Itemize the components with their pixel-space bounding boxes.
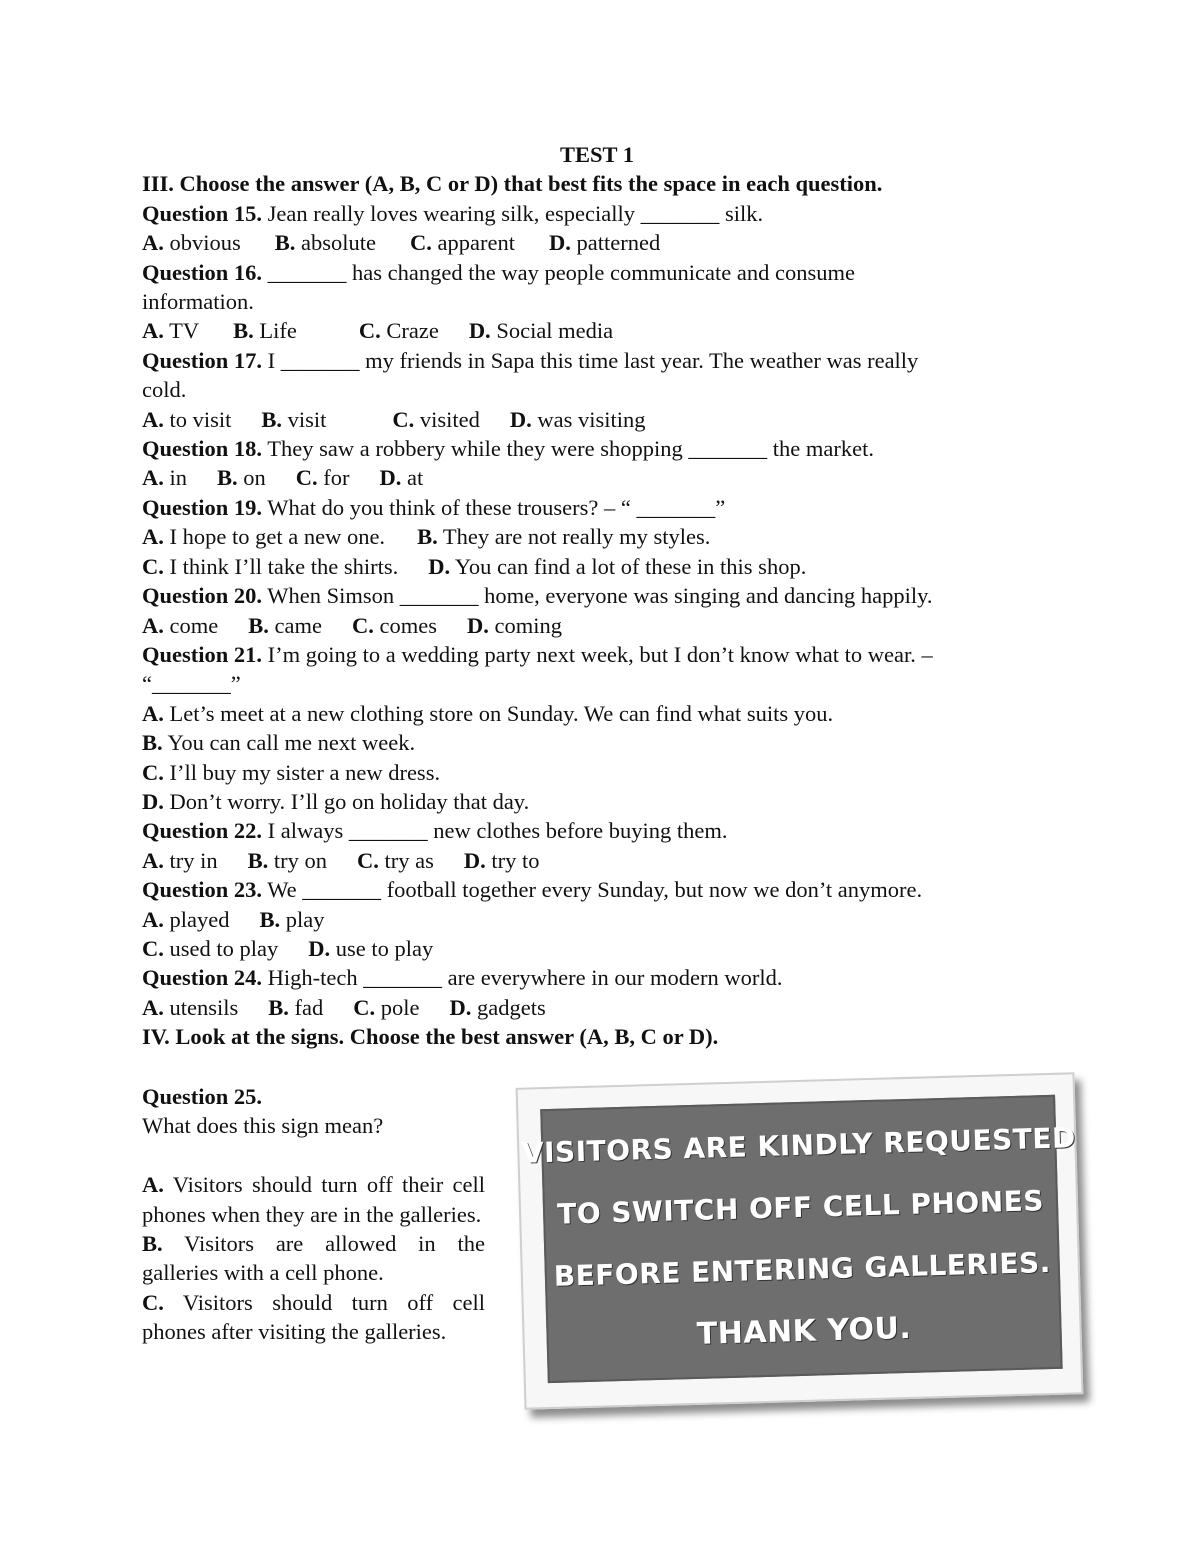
question-text: High-tech _______ are everywhere in our modern world. <box>267 965 783 991</box>
question-text: What do you think of these trousers? – “ _______” <box>267 494 726 520</box>
question-text: I always _______ new clothes before buying them. <box>267 818 728 844</box>
option-a[interactable]: A. in <box>142 465 188 491</box>
question-19 <box>142 493 1042 522</box>
sign-line: TO SWITCH OFF CELL PHONES <box>556 1184 1045 1231</box>
option-d[interactable]: D. coming <box>466 612 562 638</box>
question-23 <box>142 875 1042 904</box>
options-15 <box>142 228 1042 257</box>
question-24 <box>142 963 1042 992</box>
sign-panel <box>521 1095 1077 1383</box>
question-number: Question 23. <box>142 877 263 903</box>
option-b[interactable]: B. visit <box>261 406 327 432</box>
options-18 <box>142 463 1042 492</box>
option-b[interactable]: B. They are not really my styles. <box>417 524 711 550</box>
option-c[interactable]: C. for <box>295 465 350 491</box>
option-d[interactable]: D. at <box>379 465 424 491</box>
question-17-continued: cold. <box>142 377 187 403</box>
question-16-continued: information. <box>142 289 254 315</box>
sign-line: THANK YOU. <box>696 1310 912 1352</box>
options-17 <box>142 405 1042 434</box>
section-4-instruction: Look at the signs. Choose the best answer (A, B, C or D). <box>175 1024 719 1050</box>
question-number: Question 18. <box>142 436 263 462</box>
question-18 <box>142 434 1042 463</box>
sign-image <box>516 1072 1084 1409</box>
options-20 <box>142 611 1042 640</box>
question-number: Question 24. <box>142 965 263 991</box>
question-21-continued: “_______” <box>142 671 241 697</box>
question-number: Question 22. <box>142 818 263 844</box>
options-23-ab <box>142 905 1042 934</box>
question-number: Question 20. <box>142 583 263 609</box>
option-c[interactable]: C. pole <box>353 994 420 1020</box>
option-a[interactable]: A. utensils <box>142 994 239 1020</box>
question-25 <box>142 1082 485 1347</box>
option-a[interactable]: A. TV <box>142 318 200 344</box>
question-text: We _______ football together every Sunday, but now we don’t anymore. <box>267 877 923 903</box>
options-19-cd <box>142 552 1042 581</box>
options-24 <box>142 993 1042 1022</box>
question-number: Question 16. <box>142 259 263 285</box>
option-b[interactable]: B. play <box>259 906 325 932</box>
question-text: Jean really loves wearing silk, especially _______ silk. <box>267 200 764 226</box>
section-3-label: III. <box>142 171 174 197</box>
question-21 <box>142 640 1042 669</box>
option-c[interactable]: C. Craze <box>358 318 439 344</box>
option-a[interactable]: A. Let’s meet at a new clothing store on Sunday. We can find what suits you. <box>142 700 834 726</box>
option-d[interactable]: D. You can find a lot of these in this shop. <box>428 553 807 579</box>
option-a[interactable]: A. obvious <box>142 230 241 256</box>
question-text: They saw a robbery while they were shopping _______ the market. <box>267 436 874 462</box>
option-a[interactable]: A. I hope to get a new one. <box>142 524 386 550</box>
question-20 <box>142 581 1042 610</box>
options-22 <box>142 846 1042 875</box>
question-22 <box>142 816 1042 845</box>
option-a[interactable]: A. played <box>142 906 230 932</box>
option-b[interactable]: B. came <box>248 612 322 638</box>
option-a[interactable]: A. come <box>142 612 219 638</box>
question-16 <box>142 258 1042 287</box>
options-19-ab <box>142 522 1042 551</box>
question-number: Question 21. <box>142 641 263 667</box>
options-23-cd <box>142 934 1042 963</box>
section-3-heading <box>142 169 1042 198</box>
option-c[interactable]: C. apparent <box>410 230 515 256</box>
option-c[interactable]: C. comes <box>351 612 437 638</box>
option-c[interactable]: C. Visitors should turn off cell phones after visiting the galleries. <box>142 1289 486 1345</box>
option-b[interactable]: B. fad <box>268 994 324 1020</box>
option-a[interactable]: A. to visit <box>142 406 232 432</box>
options-16 <box>142 316 1042 345</box>
question-number: Question 19. <box>142 494 263 520</box>
option-c[interactable]: C. visited <box>392 406 480 432</box>
question-number: Question 15. <box>142 200 263 226</box>
option-c[interactable]: C. try as <box>357 847 434 873</box>
option-d[interactable]: D. gadgets <box>449 994 546 1020</box>
question-17 <box>142 346 1042 375</box>
option-c[interactable]: C. I’ll buy my sister a new dress. <box>142 759 441 785</box>
option-c[interactable]: C. I think I’ll take the shirts. <box>142 553 399 579</box>
option-b[interactable]: B. You can call me next week. <box>142 730 416 756</box>
worksheet <box>142 140 1042 1052</box>
section-4-heading <box>142 1022 1042 1051</box>
sign-line: VISITORS ARE KINDLY REQUESTED <box>521 1121 1077 1170</box>
question-text: _______ has changed the way people communicate and consume <box>267 259 855 285</box>
option-b[interactable]: B. on <box>217 465 266 491</box>
question-prompt: What does this sign mean? <box>142 1113 384 1139</box>
question-text: I’m going to a wedding party next week, but I don’t know what to wear. – <box>267 641 933 667</box>
option-d[interactable]: D. was visiting <box>509 406 646 432</box>
option-b[interactable]: B. Visitors are allowed in the galleries with a cell phone. <box>142 1231 486 1286</box>
option-a[interactable]: A. Visitors should turn off their cell phones when they are in the galleries. <box>142 1172 485 1227</box>
section-4-label: IV. <box>142 1024 170 1050</box>
option-b[interactable]: B. try on <box>247 847 328 873</box>
sign-line: BEFORE ENTERING GALLERIES. <box>553 1245 1052 1293</box>
question-15 <box>142 199 1042 228</box>
question-number: Question 17. <box>142 347 263 373</box>
option-d[interactable]: D. Don’t worry. I’ll go on holiday that day. <box>142 788 530 814</box>
question-text: I _______ my friends in Sapa this time last year. The weather was really <box>267 347 919 373</box>
option-c[interactable]: C. used to play <box>142 935 279 961</box>
option-b[interactable]: B. absolute <box>274 230 377 256</box>
question-number: Question 25. <box>142 1084 263 1109</box>
section-3-instruction: Choose the answer (A, B, C or D) that best fits the space in each question. <box>179 171 883 197</box>
option-d[interactable]: D. patterned <box>548 230 661 256</box>
option-b[interactable]: B. Life <box>233 318 297 344</box>
option-d[interactable]: D. try to <box>463 847 540 873</box>
option-d[interactable]: D. Social media <box>468 318 614 344</box>
option-a[interactable]: A. try in <box>142 847 218 873</box>
page-title: TEST 1 <box>559 142 634 167</box>
option-d[interactable]: D. use to play <box>308 935 434 961</box>
question-text: When Simson _______ home, everyone was singing and dancing happily. <box>267 583 933 609</box>
